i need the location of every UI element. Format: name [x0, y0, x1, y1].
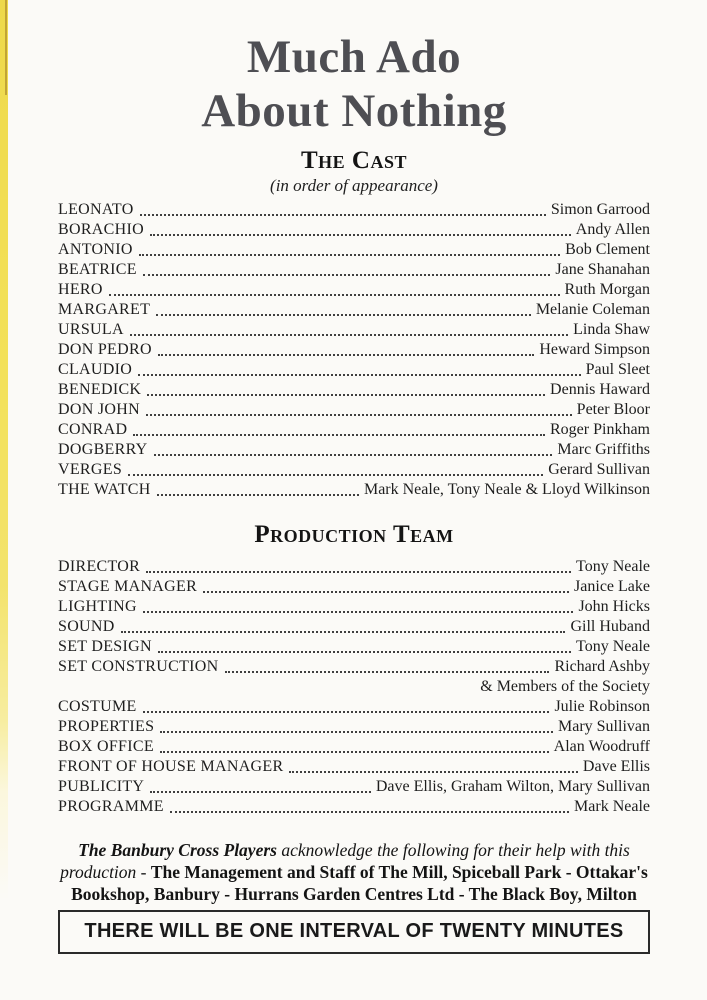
- credit-name: Julie Robinson: [554, 698, 650, 715]
- credit-row: [58, 637, 650, 657]
- credit-role: LIGHTING: [58, 598, 137, 615]
- acknowledgement-line: [58, 839, 650, 861]
- credit-row: [58, 200, 650, 220]
- credit-name: Alan Woodruff: [553, 738, 650, 755]
- credit-row: [58, 260, 650, 280]
- credit-role: CONRAD: [58, 421, 128, 438]
- credit-name: Mark Neale: [574, 798, 650, 815]
- credit-role: VERGES: [58, 461, 123, 478]
- credit-row: [58, 777, 650, 797]
- dot-leader: [133, 434, 545, 436]
- credit-name: Melanie Coleman: [535, 301, 650, 318]
- title-line-1: Much Ado: [246, 31, 462, 83]
- dot-leader: [140, 214, 546, 216]
- dot-leader: [138, 374, 580, 376]
- credit-name: Dennis Haward: [550, 381, 650, 398]
- credit-row: [58, 220, 650, 240]
- credit-name: Jane Shanahan: [555, 261, 650, 278]
- dot-leader: [203, 591, 569, 593]
- credit-role: DON JOHN: [58, 401, 140, 418]
- credit-role: SET DESIGN: [58, 638, 152, 655]
- credit-row: [58, 717, 650, 737]
- acknowledgement-segment: The Banbury Cross Players: [78, 840, 277, 860]
- credit-row: [58, 300, 650, 320]
- credit-row: [58, 420, 650, 440]
- credit-row: [58, 340, 650, 360]
- credit-role: STAGE MANAGER: [58, 578, 198, 595]
- credit-role: THE WATCH: [58, 481, 151, 498]
- production-heading: Production Team: [254, 521, 454, 548]
- credit-name: Ruth Morgan: [564, 281, 650, 298]
- credit-name: Gerard Sullivan: [548, 461, 650, 478]
- dot-leader: [158, 354, 535, 356]
- credit-name: Marc Griffiths: [557, 441, 650, 458]
- cast-heading: The Cast: [300, 147, 407, 174]
- dot-leader: [130, 334, 568, 336]
- credit-row: [58, 757, 650, 777]
- credit-row: [58, 440, 650, 460]
- dot-leader: [146, 414, 572, 416]
- credit-row: [58, 240, 650, 260]
- credit-row: [58, 797, 650, 817]
- credit-role: BORACHIO: [58, 221, 144, 238]
- credit-role: DIRECTOR: [58, 558, 141, 575]
- cast-subheading: (in order of appearance): [270, 176, 438, 195]
- credit-row: [58, 380, 650, 400]
- credit-name: Linda Shaw: [573, 321, 650, 338]
- dot-leader: [150, 791, 371, 793]
- credit-name: Paul Sleet: [585, 361, 650, 378]
- credit-row: [58, 657, 650, 677]
- credit-name: Mark Neale, Tony Neale & Lloyd Wilkinson: [363, 481, 650, 498]
- dot-leader: [157, 494, 359, 496]
- production-list: [58, 557, 650, 817]
- interval-notice-box: [58, 910, 650, 954]
- dot-leader: [139, 254, 560, 256]
- dot-leader: [160, 731, 553, 733]
- credit-row: [58, 280, 650, 300]
- credit-name: Peter Bloor: [576, 401, 650, 418]
- credit-role: BEATRICE: [58, 261, 137, 278]
- credit-name: Dave Ellis, Graham Wilton, Mary Sullivan: [375, 778, 650, 795]
- dot-leader: [156, 314, 531, 316]
- credit-name: Janice Lake: [574, 578, 650, 595]
- credit-name: Tony Neale: [576, 558, 650, 575]
- credit-name: Andy Allen: [575, 221, 650, 238]
- credit-row: [58, 320, 650, 340]
- credit-name: Dave Ellis: [582, 758, 650, 775]
- acknowledgement-line: [58, 883, 650, 905]
- credit-row: [58, 597, 650, 617]
- dot-leader: [147, 394, 545, 396]
- credit-row: [58, 617, 650, 637]
- acknowledgement-segment: The Management and Staff of The Mill, Spiceball Park - Ottakar's: [150, 862, 648, 882]
- credit-row: [58, 737, 650, 757]
- credit-role: DOGBERRY: [58, 441, 148, 458]
- dot-leader: [109, 294, 560, 296]
- credit-role: PUBLICITY: [58, 778, 145, 795]
- credit-role: SOUND: [58, 618, 115, 635]
- credit-name-continuation: & Members of the Society: [480, 678, 650, 695]
- credit-row: [58, 400, 650, 420]
- credit-row: [58, 360, 650, 380]
- title-line-2: About Nothing: [201, 85, 507, 137]
- dot-leader: [154, 454, 553, 456]
- credit-row: [58, 460, 650, 480]
- cast-list: [58, 200, 650, 500]
- credit-row: [58, 577, 650, 597]
- credit-role: HERO: [58, 281, 103, 298]
- credit-name: Heward Simpson: [539, 341, 650, 358]
- credit-role: ANTONIO: [58, 241, 133, 258]
- acknowledgement-segment: production -: [60, 862, 151, 882]
- dot-leader: [121, 631, 566, 633]
- credit-role: PROGRAMME: [58, 798, 164, 815]
- page-content: [58, 0, 650, 954]
- dot-leader: [158, 651, 571, 653]
- credit-name: Mary Sullivan: [558, 718, 650, 735]
- credit-row: [58, 697, 650, 717]
- dot-leader: [150, 234, 571, 236]
- acknowledgement-line: [58, 861, 650, 883]
- credit-role: BOX OFFICE: [58, 738, 154, 755]
- credit-role: CLAUDIO: [58, 361, 133, 378]
- dot-leader: [170, 811, 569, 813]
- page-edge-yellow-strip: [0, 0, 8, 900]
- credit-name: John Hicks: [578, 598, 650, 615]
- dot-leader: [146, 571, 571, 573]
- credit-name: Gill Huband: [570, 618, 650, 635]
- credit-role: LEONATO: [58, 201, 134, 218]
- dot-leader: [289, 771, 577, 773]
- credit-role: PROPERTIES: [58, 718, 155, 735]
- credit-name: Bob Clement: [565, 241, 650, 258]
- dot-leader: [225, 671, 550, 673]
- dot-leader: [143, 711, 550, 713]
- acknowledgement-segment: acknowledge the following for their help with this: [276, 840, 630, 860]
- credit-role: DON PEDRO: [58, 341, 152, 358]
- credit-role: SET CONSTRUCTION: [58, 658, 219, 675]
- credit-row: [58, 557, 650, 577]
- acknowledgement: [58, 839, 650, 905]
- credit-role: MARGARET: [58, 301, 151, 318]
- acknowledgement-segment: Bookshop, Banbury - Hurrans Garden Centres Ltd - The Black Boy, Milton: [71, 884, 637, 904]
- dot-leader: [128, 474, 543, 476]
- credit-role: COSTUME: [58, 698, 137, 715]
- credit-name: Roger Pinkham: [550, 421, 650, 438]
- credit-name: Richard Ashby: [554, 658, 650, 675]
- credit-role: BENEDICK: [58, 381, 142, 398]
- credit-row: [58, 480, 650, 500]
- dot-leader: [143, 611, 574, 613]
- credit-role: FRONT OF HOUSE MANAGER: [58, 758, 284, 775]
- dot-leader: [160, 751, 549, 753]
- interval-notice-text: THERE WILL BE ONE INTERVAL OF TWENTY MINUTES: [84, 920, 624, 942]
- credit-name: Simon Garrood: [550, 201, 650, 218]
- credit-name: Tony Neale: [576, 638, 650, 655]
- dot-leader: [143, 274, 551, 276]
- page-title: [58, 30, 650, 138]
- credit-role: URSULA: [58, 321, 124, 338]
